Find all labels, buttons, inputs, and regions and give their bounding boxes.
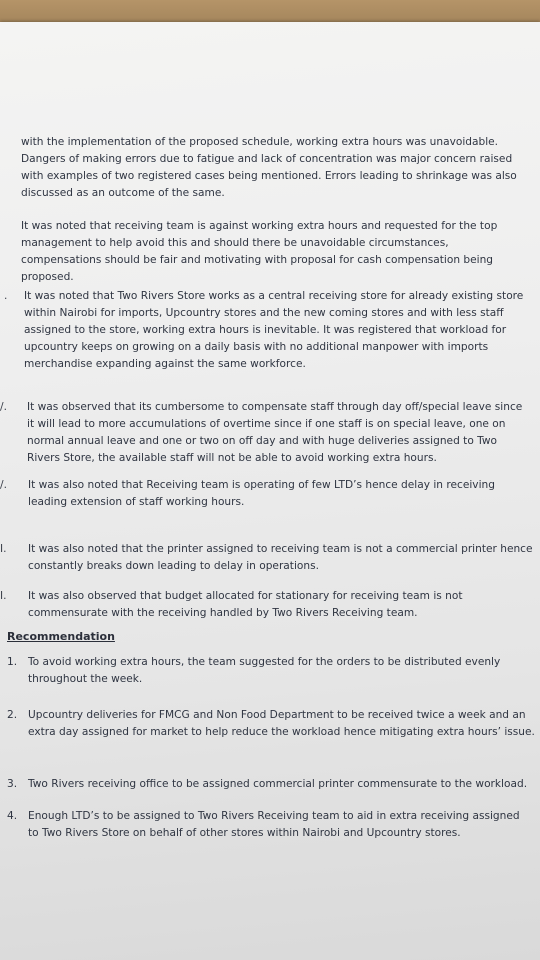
paragraph-against-extra-hours: It was noted that receiving team is against working extra hours and requested for the top management to help avoid this and should there be unavoidable circumstances, compensations should be fair and motivating with proposal for cash compensation being proposed.: [21, 220, 498, 283]
paragraph-few-ltds: It was also noted that Receiving team is operating of few LTD’s hence delay in receiving leading extension of staff working hours.: [28, 479, 495, 508]
paragraph-marker: /.: [0, 401, 7, 413]
paragraph-compensation-cumbersome: It was observed that its cumbersome to compensate staff through day off/special leave since it will lead to more accumulations of overtime since if one staff is on special leave, one on normal annual leave and one or two on off day and with huge deliveries assigned to Two Rivers Store, the available staff will not be able to avoid working extra hours.: [27, 401, 523, 464]
recommendation-item: Upcountry deliveries for FMCG and Non Food Department to be received twice a week and an extra day assigned for market to help reduce the workload hence mitigating extra hours’ issue.: [28, 709, 535, 738]
recommendation-item: Two Rivers receiving office to be assigned commercial printer commensurate to the workload.: [28, 778, 528, 790]
paragraph-central-receiving-store: It was noted that Two Rivers Store works as a central receiving store for already existing store within Nairobi for imports, Upcountry stores and the new coming stores and with less staff assigned to the store, working extra hours is inevitable. It was registered that workload for upcountry keeps on growing on a daily basis with no additional manpower with imports merchandise expanding against the same workforce.: [24, 290, 524, 370]
recommendation-heading: Recommendation: [7, 630, 115, 643]
recommendation-number: 1.: [7, 656, 18, 668]
recommendation-item: To avoid working extra hours, the team suggested for the orders to be distributed evenly throughout the week.: [28, 656, 501, 685]
paragraph-marker: I.: [0, 590, 7, 602]
paragraph-marker: /.: [0, 479, 7, 491]
recommendation-number: 4.: [7, 810, 18, 822]
recommendation-item: Enough LTD’s to be assigned to Two Rivers Receiving team to aid in extra receiving assigned to Two Rivers Store on behalf of other stores within Nairobi and Upcountry stores.: [28, 810, 520, 839]
recommendation-number: 3.: [7, 778, 18, 790]
paragraph-marker: .: [4, 290, 8, 302]
document-page: [0, 22, 540, 960]
paragraph-marker: I.: [0, 543, 7, 555]
paragraph-printer-issue: It was also noted that the printer assigned to receiving team is not a commercial printer hence constantly breaks down leading to delay in operations.: [28, 543, 533, 572]
paragraph-stationary-budget: It was also observed that budget allocated for stationary for receiving team is not commensurate with the receiving handled by Two Rivers Receiving team.: [28, 590, 463, 619]
recommendation-number: 2.: [7, 709, 18, 721]
paragraph-fatigue-errors: with the implementation of the proposed schedule, working extra hours was unavoidable. Dangers of making errors due to fatigue and lack of concentration was major concern raised with examples of two registered cases being mentioned. Errors leading to shrinkage was also discussed as an outcome of the same.: [21, 136, 517, 199]
